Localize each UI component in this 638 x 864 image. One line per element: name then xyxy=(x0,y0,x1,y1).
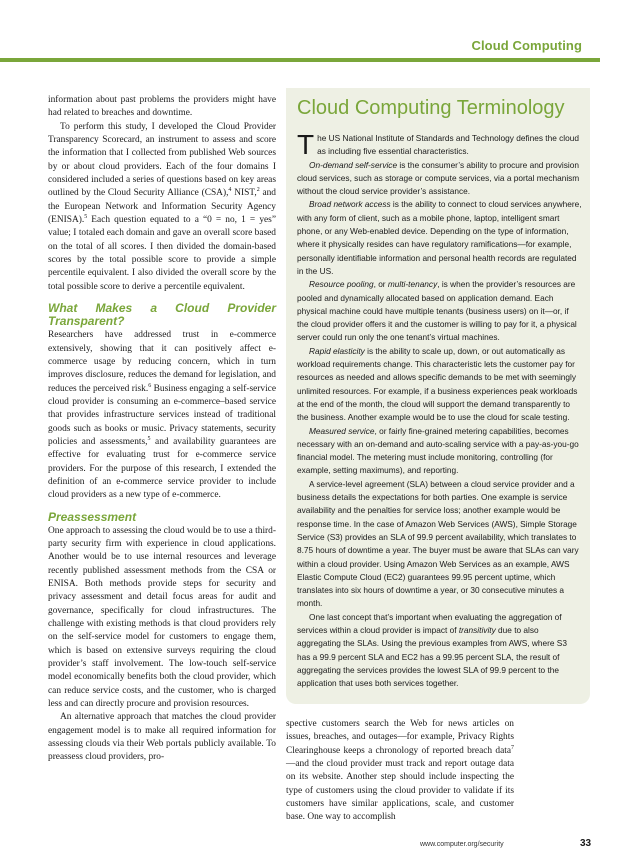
paragraph: One approach to assessing the cloud would be to use a third-party security firm with experience in cloud applications. Another would be to use internal resources and leverage recently published assessment methods from the CSA or ENISA. Both methods provide steps for security and privacy assessment and detail focus areas for audit and governance, specifically for cloud infrastructures. The challenge with existing methods is that cloud providers rely on the self-service model for customers to engage them, which is based on extensive surveys requiring the cloud provider’s staff involvement. The low-touch self-service model economically benefits both the cloud provider, which can reduce service costs, and the customer, who is charged less and can directly procure and provision resources. xyxy=(48,525,276,710)
left-column xyxy=(48,94,276,765)
header-rule xyxy=(0,58,600,62)
section-heading: Preassessment xyxy=(48,509,137,524)
paragraph: spective customers search the Web for news articles on issues, breaches, and outages—for example, Privacy Rights Clearinghouse keeps a chronology of reported breach data$^7$—and the cloud provider must track and report outage data on its website. Another step should include inspecting the type of customers using the cloud provider to validate if its customers have similar applications, scale, and customer base. One way to accomplish xyxy=(286,719,514,823)
paragraph: information about past problems the providers might have had related to breaches and downtime. xyxy=(48,95,276,119)
sidebar-paragraph: A service-level agreement (SLA) between a cloud service provider and a business details the expectations for both parties. One example is service availability and the penalties for service loss; another example would be response time. In the case of Amazon Web Services (AWS), Simple Storage Service (S3) provides an SLA of 99.9 percent availability, which translates to 8.75 hours of downtime a year. The buyer must be aware that SLAs can vary within a cloud provider. Using Amazon Web Services as an example, AWS Elastic Compute Cloud (EC2) guarantees 99.95 percent uptime, which translates into six hours of downtime a year, or 30 consecutive minutes a month. xyxy=(297,478,579,609)
right-column xyxy=(286,718,514,825)
sidebar-paragraph: On-demand self-service is the consumer’s ability to procure and provision cloud services, such as storage or compute services, via a portal mechanism without the cloud service provider’s assistance. xyxy=(297,159,580,197)
page-number: 33 xyxy=(580,838,592,849)
section-heading: What Makes a Cloud Provider Transparent? xyxy=(48,301,276,329)
paragraph: Researchers have addressed trust in e-commerce extensively, showing that it can positively affect e-commerce usage by reducing concern, which in turn improves disclosure, reduces the demand for legislation, and reduces the perceived risk.$^6$ Business engaging a self-service cloud provider is consuming an e-commerce–based service that provides infrastructure services instead of traditional goods such as books or music. Privacy statements, security policies and assessments,$^5$ and availability guarantees are effective for evaluating trust for e-commerce service providers. For the purpose of this research, I extended the definition of an e-commerce service provider to include cloud providers as a new type of e-commerce. xyxy=(48,330,277,501)
sidebar-paragraph: Resource pooling, or multi-tenancy, is when the provider’s resources are pooled and dynamically allocated based on application demand. Each physical machine could have multiple tenants (business users) on it—or, if the cloud provider offers it and the customer is willing to pay for it, a physical server could run only the one tenant’s virtual machines. xyxy=(297,279,577,343)
section-header-title: Cloud Computing xyxy=(471,38,582,53)
terminology-sidebar xyxy=(286,88,590,704)
sidebar-paragraph: Broad network access is the ability to connect to cloud services anywhere, with any form of client, such as a mobile phone, laptop, intelligent smart phone, or any Web-enabled device. Depending on the type of information, where it physically resides can have regulatory ramifications—for example, personally identifiable information and personal health records are regulated in the US. xyxy=(297,199,582,276)
sidebar-paragraph: One last concept that’s important when evaluating the aggregation of services within a cloud provider is impact of transitivity due to also aggregating the SLAs. Using the previous examples from AWS, where S3 has a 99.9 percent SLA and EC2 has a 99.95 percent SLA, the result of aggregating the services provides the lowest SLA of 99.9 percent to the application that uses both services together. xyxy=(297,611,567,689)
sidebar-paragraph: Rapid elasticity is the ability to scale up, down, or out automatically as workload requirements change. This characteristic lets the customer pay for resources as needed and allows specific demands to be met with seemingly unlimited resources. For example, if a business experiences peak workloads at the end of the month, the cloud will support the demand transparently to the business. Another example would be to use the cloud for scale testing. xyxy=(297,345,578,423)
paragraph: To perform this study, I developed the Cloud Provider Transparency Scorecard, an instrument to assess and score the information that I collected from published Web sources by or about cloud providers. Each of the four domains I considered included a series of questions based on key areas outlined by the Cloud Security Alliance (CSA),$^4$ NIST,$^2$ and the European Network and Information Security Agency (ENISA).$^5$ Each question equated to a “0 = no, 1 = yes” value; I totaled each domain and gave an overall score based on the total of all scores. I then divided the domain-based scores by the total possible score to provide a simple percentile equivalent. I also divided the overall score by the total possible score to derive a percentile equivalent. xyxy=(48,121,276,292)
sidebar-body xyxy=(297,129,582,690)
sidebar-paragraph: Measured service, or fairly fine-grained metering capabilities, becomes necessary with an on-demand and auto-scaling service with a pay-as-you-go financial model. The metering must include monitoring, controlling (for example, setting maximums), and reporting. xyxy=(297,425,579,476)
drop-cap: T xyxy=(297,129,315,160)
sidebar-intro: The US National Institute of Standards and Technology defines the cloud as including five essential characteristics. xyxy=(297,129,579,160)
sidebar-title: Cloud Computing Terminology xyxy=(297,97,565,119)
paragraph: An alternative approach that matches the cloud provider engagement model is to make all required information for assessing clouds via their Web portals publicly available. To preassess cloud providers, pro- xyxy=(48,712,276,763)
footer-url: www.computer.org/security xyxy=(420,841,504,848)
